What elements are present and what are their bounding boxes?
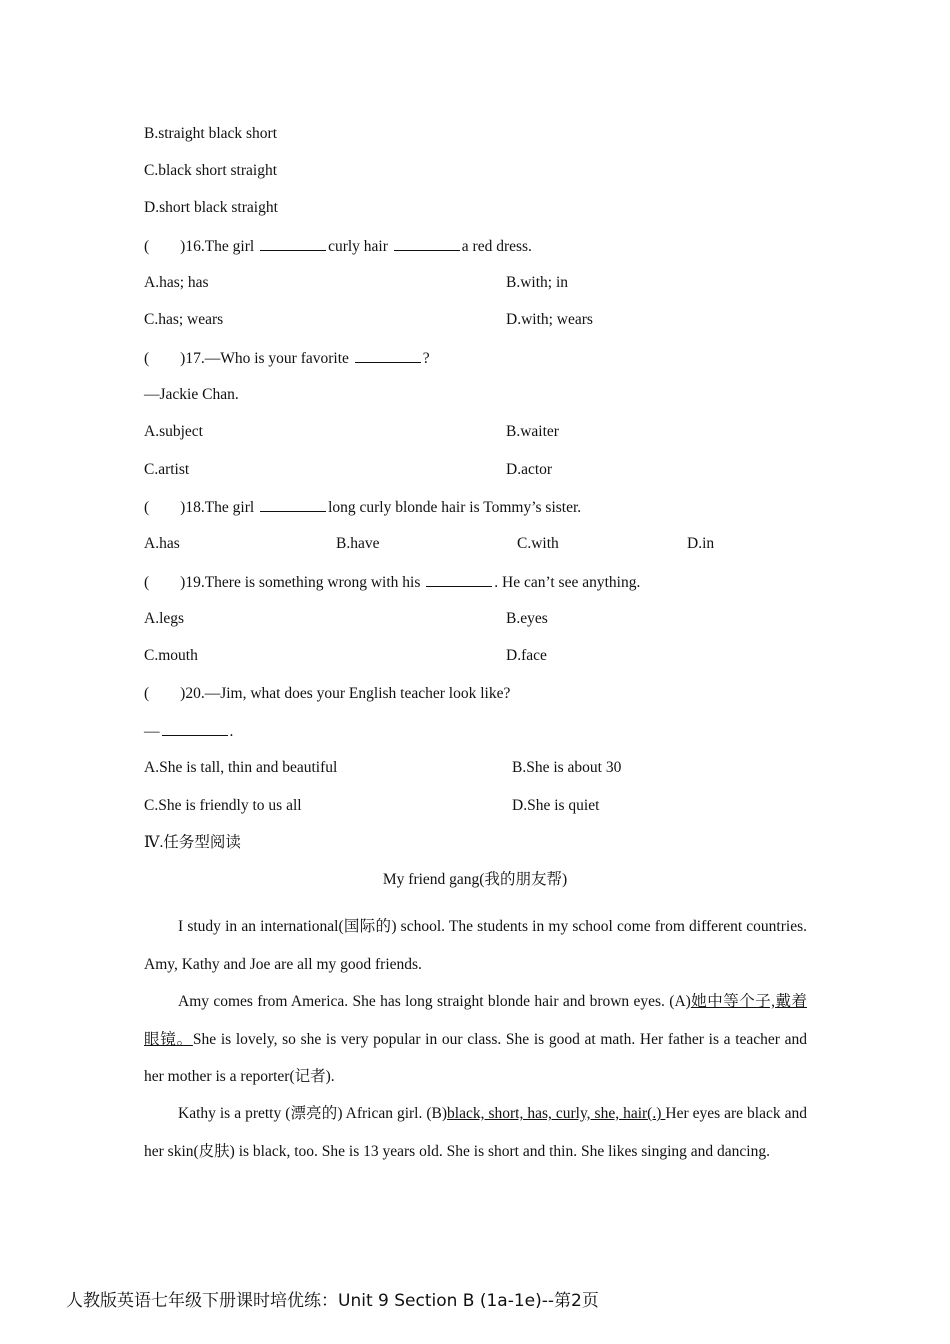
passage-title: My friend gang(我的朋友帮): [382, 871, 568, 888]
q19-option-d: D.face: [506, 647, 547, 664]
q16-option-a: A.has; has: [144, 274, 209, 291]
q18-option-a: A.has: [144, 535, 180, 552]
q18-option-b: B.have: [336, 535, 380, 552]
q16-option-b: B.with; in: [506, 274, 569, 291]
section-heading: Ⅳ.任务型阅读: [144, 834, 241, 851]
q17-option-a: A.subject: [144, 423, 203, 440]
passage-paragraph-2: Amy comes from America. She has long straight blonde hair and brown eyes. (A)她中等个子,戴着眼镜。She is lovely, so she is very popular in our class. She is good at math. Her father is a teacher and her mother is a reporter(记者).: [144, 993, 807, 1085]
answer-blank: [260, 497, 326, 512]
q15-option-b: B.straight black short: [144, 125, 278, 142]
underlined-task-b: black, short, has, curly, she, hair(.): [447, 1105, 666, 1122]
answer-blank: [162, 721, 228, 736]
q16-stem: ( )16.The girl curly hair a red dress.: [144, 238, 532, 255]
page-footer: 人教版英语七年级下册课时培优练：Unit 9 Section B (1a-1e)--第2页: [66, 1291, 599, 1311]
q17-option-d: D.actor: [506, 461, 553, 478]
q17-option-b: B.waiter: [506, 423, 559, 440]
q16-option-d: D.with; wears: [506, 311, 593, 328]
q19-option-b: B.eyes: [506, 610, 548, 627]
q17-option-c: C.artist: [144, 461, 190, 478]
q20-option-d: D.She is quiet: [512, 797, 600, 814]
q18-stem: ( )18.The girl long curly blonde hair is Tommy’s sister.: [144, 499, 582, 516]
q19-option-a: A.legs: [144, 610, 185, 627]
answer-blank: [426, 572, 492, 587]
q15-option-c: C.black short straight: [144, 162, 278, 179]
passage-paragraph-1: I study in an international(国际的) school. The students in my school come from different countries. Amy, Kathy and Joe are all my good friends.: [144, 918, 807, 973]
q15-option-d: D.short black straight: [144, 199, 278, 216]
q16-option-c: C.has; wears: [144, 311, 224, 328]
q20-option-b: B.She is about 30: [512, 759, 622, 776]
underlined-task-a: 她中等个子,戴着眼镜。: [144, 993, 807, 1048]
q20-stem: ( )20.—Jim, what does your English teacher look like?: [144, 685, 511, 702]
q20-option-a: A.She is tall, thin and beautiful: [144, 759, 338, 776]
q20-answer-line: — .: [144, 723, 234, 740]
q20-option-c: C.She is friendly to us all: [144, 797, 302, 814]
q18-option-c: C.with: [517, 535, 559, 552]
q19-option-c: C.mouth: [144, 647, 198, 664]
answer-blank: [394, 236, 460, 251]
q19-stem: ( )19.There is something wrong with his . He can’t see anything.: [144, 574, 641, 591]
q17-stem: ( )17.—Who is your favorite ?: [144, 350, 430, 367]
q18-option-d: D.in: [687, 535, 715, 552]
q17-answer: —Jackie Chan.: [144, 386, 239, 403]
answer-blank: [260, 236, 326, 251]
answer-blank: [355, 348, 421, 363]
passage-paragraph-3: Kathy is a pretty (漂亮的) African girl. (B)black, short, has, curly, she, hair(.) Her eyes are black and her skin(皮肤) is black, too. She is 13 years old. She is short and thin. She likes singing and dancing.: [144, 1105, 807, 1160]
